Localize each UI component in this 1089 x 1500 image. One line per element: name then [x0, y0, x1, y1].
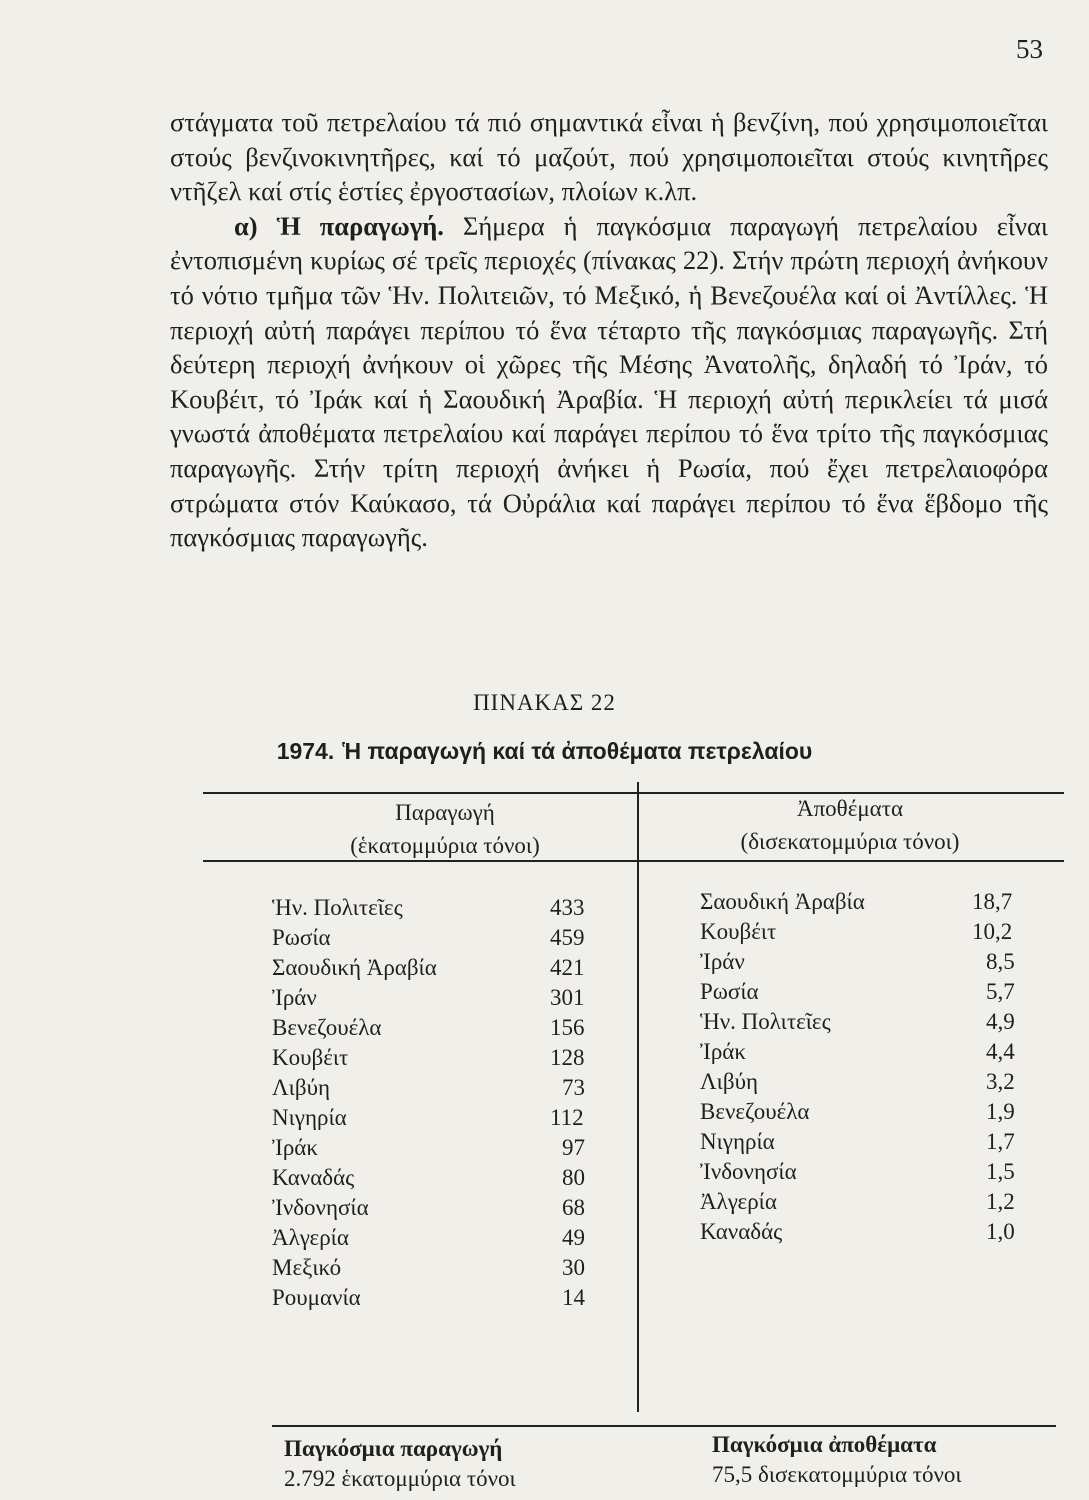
reserves-total-value: 75,5 δισεκατομμύρια τόνοι: [712, 1462, 962, 1487]
reserves-header-title: Ἀποθέματα: [796, 796, 904, 821]
table-title: [0, 738, 1089, 765]
country-name: Ρωσία: [272, 925, 331, 950]
country-name: Σαουδική Ἀραβία: [700, 889, 865, 914]
production-value: 14: [562, 1285, 585, 1310]
country-name: Ἡν. Πολιτεῖες: [700, 1009, 831, 1034]
reserves-total-label: Παγκόσμια ἀποθέματα: [712, 1432, 937, 1457]
country-name: Ἰράκ: [272, 1135, 318, 1160]
production-value: 301: [550, 985, 585, 1010]
table-row: [272, 923, 602, 953]
paragraph-text: Σήμερα ἡ παγκόσμια παραγωγή πετρελαίου εἶναι ἐντοπισμένη κυρίως σέ τρεῖς περιοχές (πίνακας 22). Στήν πρώτη περιοχή ἀνήκουν τό νότιο τμῆμα τῶν Ἡν. Πολιτειῶν, τό Μεξικό, ἡ Βενεζουέλα καί οἱ Ἀντίλλες. Ἡ περιοχή αὐτή παράγει περίπου τό ἕνα τέταρτο τῆς παγκόσμιας παραγωγῆς. Στή δεύτερη περιοχή ἀνήκουν οἱ χῶρες τῆς Μέσης Ἀνατολῆς, δηλαδή τό Ἰράν, τό Κουβέιτ, τό Ἰράκ καί ἡ Σαουδική Ἀραβία. Ἡ περιοχή αὐτή περικλείει τά μισά γνωστά ἀποθέματα πετρελαίου καί παράγει περίπου τό ἕνα τρίτο τῆς παγκόσμιας παραγωγῆς. Στήν τρίτη περιοχή ἀνήκει ἡ Ρωσία, πού ἔχει πετρελαιοφόρα στρώματα στόν Καύκασο, τά Οὐράλια καί παράγει περίπου τό ἕνα ἕβδομο τῆς παγκόσμιας παραγωγῆς.: [170, 210, 1049, 553]
table-row: [700, 887, 1050, 917]
reserves-value: 4,9: [986, 1009, 1015, 1034]
table-row: [272, 1283, 602, 1313]
country-name: Ἰράν: [700, 949, 745, 974]
table-row: [700, 917, 1050, 947]
reserves-value: 1,7: [986, 1129, 1015, 1154]
production-value: 49: [562, 1225, 585, 1250]
table-row: [700, 1157, 1050, 1187]
table-title-text: Ἡ παραγωγή καί τά ἀποθέματα πετρελαίου: [342, 738, 813, 764]
reserves-total: [712, 1430, 1052, 1490]
production-header: [260, 796, 630, 862]
country-name: Ἰράκ: [700, 1039, 746, 1064]
country-name: Βενεζουέλα: [700, 1099, 810, 1124]
body-text: [170, 105, 1048, 555]
table-row: [700, 1187, 1050, 1217]
page-number: 53: [1016, 34, 1043, 64]
production-header-unit: (ἑκατομμύρια τόνοι): [350, 833, 540, 858]
country-name: Μεξικό: [272, 1255, 342, 1280]
production-header-title: Παραγωγή: [395, 800, 495, 825]
production-value: 421: [550, 955, 585, 980]
country-name: Ἰράν: [272, 985, 317, 1010]
country-name: Νιγηρία: [272, 1105, 347, 1130]
reserves-value: 8,5: [986, 949, 1015, 974]
table-row: [272, 1223, 602, 1253]
table-row: [272, 1073, 602, 1103]
table-row: [272, 1163, 602, 1193]
table-row: [272, 1193, 602, 1223]
country-name: Ρουμανία: [272, 1285, 361, 1310]
table-row: [272, 1013, 602, 1043]
table-row: [700, 1067, 1050, 1097]
reserves-value: 10,2: [972, 919, 1013, 944]
paragraph-continuation: [170, 105, 1048, 209]
country-name: Νιγηρία: [700, 1129, 775, 1154]
table-row: [272, 1253, 602, 1283]
country-name: Ἰνδονησία: [272, 1195, 369, 1220]
production-total: [284, 1434, 624, 1494]
table-row: [700, 1217, 1050, 1247]
table-row: [272, 983, 602, 1013]
country-name: Λιβύη: [272, 1075, 330, 1100]
reserves-rows: [700, 887, 1050, 1247]
paragraph-text: στάγματα τοῦ πετρελαίου τά πιό σημαντικά εἶναι ἡ βενζίνη, πού χρησιμοποιεῖται στούς βενζινοκινητῆρες, καί τό μαζούτ, πού χρησιμοποιεῖται στούς κινητῆρες ντῆζελ καί στίς ἑστίες ἐργοστασίων, πλοίων κ.λπ.: [170, 107, 1048, 207]
country-name: Κουβέιτ: [700, 919, 777, 944]
production-value: 459: [550, 925, 585, 950]
table-row: [272, 1133, 602, 1163]
reserves-value: 1,5: [986, 1159, 1015, 1184]
production-value: 97: [562, 1135, 585, 1160]
table-row: [700, 977, 1050, 1007]
reserves-value: 3,2: [986, 1069, 1015, 1094]
production-value: 30: [562, 1255, 585, 1280]
table-year: 1974.: [276, 738, 335, 764]
reserves-value: 4,4: [986, 1039, 1015, 1064]
paragraph-production: [170, 209, 1048, 555]
table-row: [272, 1043, 602, 1073]
table-row: [272, 1103, 602, 1133]
reserves-value: 1,2: [986, 1189, 1015, 1214]
production-value: 156: [550, 1015, 585, 1040]
table-row: [700, 1007, 1050, 1037]
paragraph-lead: α) Ἡ παραγωγή.: [234, 210, 444, 241]
reserves-value: 18,7: [972, 889, 1013, 914]
country-name: Ἀλγερία: [272, 1225, 349, 1250]
table-row: [700, 947, 1050, 977]
country-name: Ἀλγερία: [700, 1189, 777, 1214]
table-row: [700, 1127, 1050, 1157]
reserves-value: 1,9: [986, 1099, 1015, 1124]
table-total-rule: [272, 1425, 1056, 1427]
reserves-header-unit: (δισεκατομμύρια τόνοι): [740, 829, 960, 854]
country-name: Ἡν. Πολιτεῖες: [272, 895, 403, 920]
country-name: Ρωσία: [700, 979, 759, 1004]
table-row: [700, 1097, 1050, 1127]
table-row: [272, 893, 602, 923]
reserves-header: [650, 792, 1050, 858]
production-value: 68: [562, 1195, 585, 1220]
country-name: Καναδάς: [700, 1219, 783, 1244]
table-label: ΠΙΝΑΚΑΣ 22: [473, 690, 616, 715]
production-total-value: 2.792 ἑκατομμύρια τόνοι: [284, 1466, 516, 1491]
country-name: Καναδάς: [272, 1165, 355, 1190]
production-rows: [272, 893, 602, 1313]
production-value: 128: [550, 1045, 585, 1070]
country-name: Βενεζουέλα: [272, 1015, 382, 1040]
country-name: Σαουδική Ἀραβία: [272, 955, 437, 980]
country-name: Λιβύη: [700, 1069, 758, 1094]
production-value: 80: [562, 1165, 585, 1190]
table-column-divider: [637, 782, 639, 1412]
production-value: 433: [550, 895, 585, 920]
country-name: Κουβέιτ: [272, 1045, 349, 1070]
table-row: [700, 1037, 1050, 1067]
reserves-value: 5,7: [986, 979, 1015, 1004]
reserves-value: 1,0: [986, 1219, 1015, 1244]
production-value: 73: [562, 1075, 585, 1100]
production-value: 112: [550, 1105, 584, 1130]
country-name: Ἰνδονησία: [700, 1159, 797, 1184]
table-row: [272, 953, 602, 983]
production-total-label: Παγκόσμια παραγωγή: [284, 1436, 503, 1461]
